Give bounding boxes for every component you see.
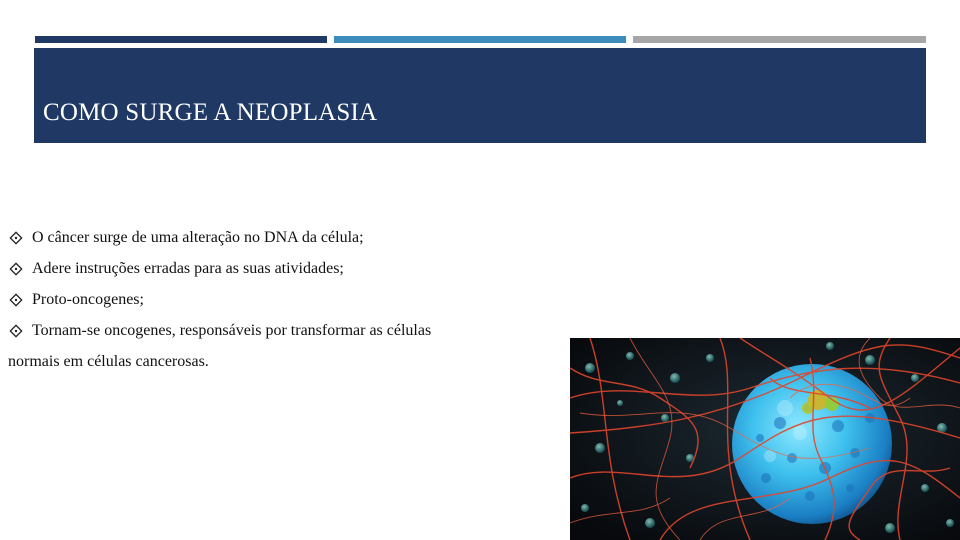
diamond-bullet-icon [9,293,23,307]
cancer-cell-illustration [570,338,960,540]
bullet-list [0,222,540,370]
cancer-cell-image [570,338,960,540]
accent-bar-blue [334,36,626,43]
bullet-text: Proto-oncogenes; [32,291,144,308]
bullet-item [0,284,540,315]
diamond-bullet-icon [9,324,23,338]
accent-bar-gray [633,36,926,43]
bullet-continuation: normais em células cancerosas. [8,353,209,370]
bullet-item [0,222,540,253]
diamond-bullet-icon [9,262,23,276]
bullet-text: Adere instruções erradas para as suas atividades; [32,260,344,277]
bullet-text: Tornam-se oncogenes, responsáveis por transformar as células [32,322,432,339]
bullet-item [0,253,540,284]
accent-bar-navy [35,36,327,43]
diamond-bullet-icon [9,231,23,245]
slide-title: COMO SURGE A NEOPLASIA [43,99,378,126]
bullet-item [0,315,540,346]
title-banner [34,48,926,143]
bullet-text: O câncer surge de uma alteração no DNA da célula; [32,229,364,246]
